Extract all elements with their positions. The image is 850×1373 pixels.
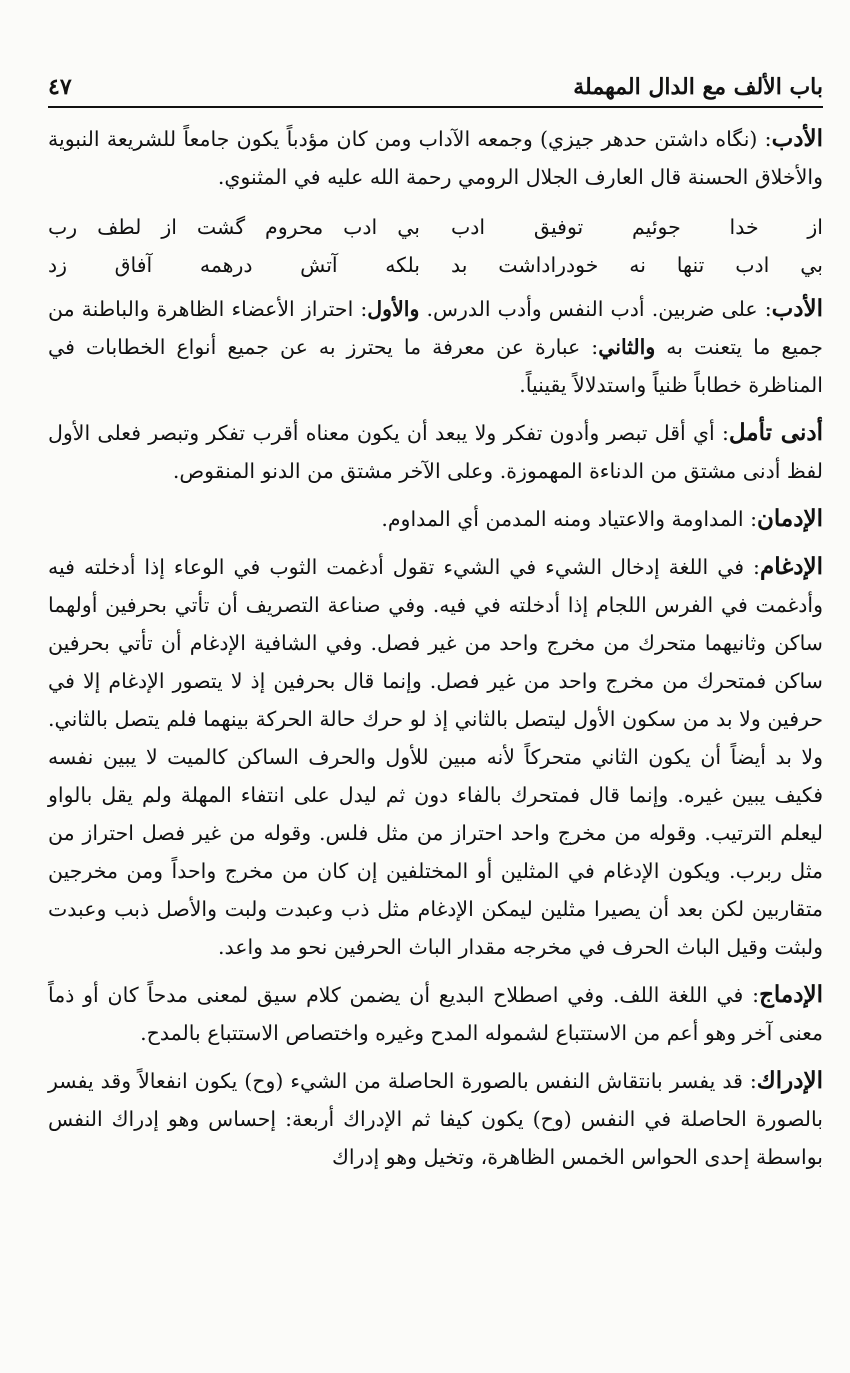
entry-text: : قد يفسر بانتقاش النفس بالصورة الحاصلة من الشيء (وح) يكون انفعالاً وقد يفسر بالصورة الحاصلة في النفس (وح) يكون كيفا ثم الإدراك أربعة: إحساس وهو إدراك النفس بواسطة إحدى الحواس الخمس الظاهرة، وتخيل وهو إدراك: [48, 1069, 823, 1169]
entry-term: الإدراك: [756, 1067, 823, 1094]
poem-hemistich-right: از خدا جوئيم توفيق ادب: [451, 215, 823, 239]
entry-term: أدنى تأمل: [728, 419, 823, 446]
entry-text: : احتراز الأعضاء الظاهرة والباطنة من جميع ما يتعنت به: [48, 297, 823, 359]
keyword-first: والأول: [367, 297, 420, 321]
entry-text: : أي أقل تبصر وأدون تفكر ولا يبعد أن يكون معناه أقرب تفكر وتبصر فعلى الأول لفظ أدنى مشتق من الدناءة المهموزة. وعلى الآخر مشتق من الدنو المنقوص.: [48, 421, 823, 483]
page-number: ٤٧: [48, 74, 72, 100]
entry-adab-1: [48, 120, 823, 196]
entry-idmaj: [48, 976, 823, 1052]
entry-term: الإدغام: [759, 553, 823, 580]
poem-block: [48, 208, 823, 284]
poem-line: [48, 246, 823, 284]
entry-text: : المداومة والاعتياد ومنه المدمن أي المداوم.: [381, 507, 758, 531]
poem-hemistich-right: بي ادب تنها نه خودراداشت بد: [451, 253, 823, 277]
entry-text: : في اللغة إدخال الشيء في الشيء تقول أدغمت الثوب في الوعاء إذا أدخلته فيه وأدغمت في الفرس اللجام إذا أدخلته في فيه. وفي صناعة التصريف أن تأتي بحرفين أولهما ساكن وثانيهما متحرك من مخرج واحد من غير فصل. وفي الشافية الإدغام أن تأتي بحرفين ساكن فمتحرك من مخرج واحد من غير فصل. وإنما قال بحرفين إذ لا يتصور الإدغام إلا في حرفين ولا بد من سكون الأول ليتصل بالثاني إذ لو حرك حالة الحركة بينهما فلم يتصل بالثاني. ولا بد أيضاً أن يكون الثاني متحركاً لأنه مبين للأول والحرف الساكن كالميت لا يبين نفسه فكيف يبين غيره. وإنما قال فمتحرك بالفاء دون ثم ليدل على انتفاء المهلة ولم يقل بالواو ليعلم الترتيب. وقوله من مخرج واحد احتراز من مثل فلس. وقوله من غير فصل احتراز من مثل ربرب. ويكون الإدغام في المثلين أو المختلفين إن كان من مخرج واحداً ومن مخرجين متقاربين لكن بعد أن يصيرا مثلين ليمكن الإدغام مثل ذب وعبدت ولبت والأصل ذبب وعبدت ولبثت وقيل الباث الحرف في مخرجه مقدار الباث الحرفين نحو مد واعد.: [48, 555, 823, 959]
entry-term: الإدماج: [759, 981, 823, 1008]
entry-idrak: [48, 1062, 823, 1176]
entry-text: : (نگاه داشتن حدهر جيزي) وجمعه الآداب ومن كان مؤدباً يكون جامعاً للشريعة النبوية والأخلاق الحسنة قال العارف الجلال الرومي رحمة الله عليه في المثنوي.: [48, 127, 823, 189]
entry-idman: [48, 500, 823, 538]
running-header: [48, 70, 823, 108]
entry-text: : على ضربين. أدب النفس وأدب الدرس.: [419, 297, 772, 321]
entry-adab-2: [48, 290, 823, 404]
chapter-title: باب الألف مع الدال المهملة: [573, 74, 823, 100]
entry-term: الأدب: [771, 125, 823, 152]
entry-text: : عبارة عن معرفة ما يحترز به عن جميع أنواع الخطابات في المناظرة خطاباً ظنياً واستدلالاً يقينياً.: [48, 335, 823, 397]
entry-adna-taammul: [48, 414, 823, 490]
entry-term: الإدمان: [757, 505, 823, 532]
entry-idgham: [48, 548, 823, 966]
entry-text: : في اللغة اللف. وفي اصطلاح البديع أن يضمن كلام سيق لمعنى مدحاً كان أو ذماً معنى آخر وهو أعم من الاستتباع لشموله المدح وغيره واختصاص الاستتباع بالمدح.: [48, 983, 823, 1045]
poem-line: [48, 208, 823, 246]
book-page: [48, 70, 823, 1176]
poem-hemistich-left: بلكه آتش درهمه آفاق زد: [48, 253, 420, 277]
entry-term: الأدب: [771, 295, 824, 322]
poem-hemistich-left: بي ادب محروم گشت از لطف رب: [48, 215, 420, 239]
keyword-second: والثاني: [598, 335, 656, 359]
